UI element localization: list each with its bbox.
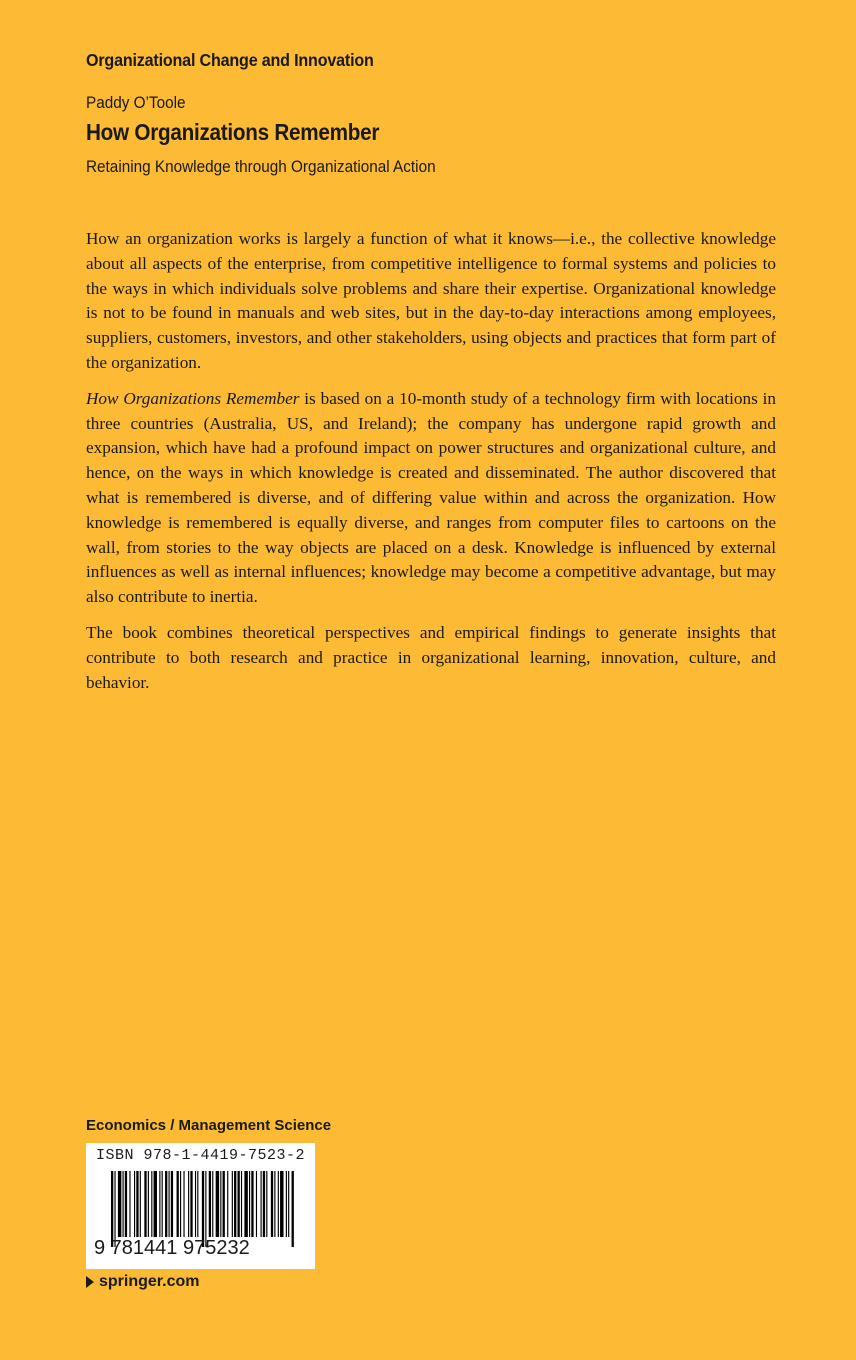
blurb-paragraph-2 [86,387,776,610]
barcode-bars [111,1171,295,1247]
blurb-paragraph-2-text: is based on a 10-month study of a technology firm with locations in three countries (Australia, US, and Ireland); the company has undergone rapid growth and expansion, which have had a profound impact on power structures and organizational culture, and hence, on the ways in which knowledge is created and disseminated. The author discovered that what is remembered is diverse, and of differing value within and across the organization. How knowledge is remembered is equally diverse, and ranges from computer files to cartoons on the wall, from stories to the way objects are placed on a desk. Knowledge is influenced by external influences as well as internal influences; knowledge may become a competitive advantage, but may also contribute to inertia. [86,388,776,607]
isbn-label: ISBN 978-1-4419-7523-2 [95,1147,306,1164]
book-subtitle: Retaining Knowledge through Organizational Action [86,157,436,176]
arrow-right-icon [86,1276,94,1288]
barcode-digits: 9 781441 975232 [94,1237,250,1259]
blurb [86,227,776,706]
series-title: Organizational Change and Innovation [86,50,374,70]
blurb-paragraph-3: The book combines theoretical perspectives and empirical findings to generate insights that contribute to both research and practice in organizational learning, innovation, culture, and behavior. [86,622,776,692]
author-name: Paddy O’Toole [86,93,186,112]
blurb-paragraph-1: How an organization works is largely a function of what it knows—i.e., the collective knowledge about all aspects of the enterprise, from competitive intelligence to formal systems and policies to the ways in which individuals solve problems and share their expertise. Organizational knowledge is not to be found in manuals and web sites, but in the day-to-day interactions among employees, suppliers, customers, investors, and other stakeholders, using objects and practices that form part of the organization. [86,229,776,372]
publisher-website: springer.com [99,1273,200,1290]
book-title: How Organizations Remember [86,119,380,145]
blurb-book-title: How Organizations Remember [86,388,300,408]
isbn-barcode [86,1143,315,1269]
subject-category: Economics / Management Science [86,1117,332,1134]
publisher-link[interactable] [86,1273,199,1291]
